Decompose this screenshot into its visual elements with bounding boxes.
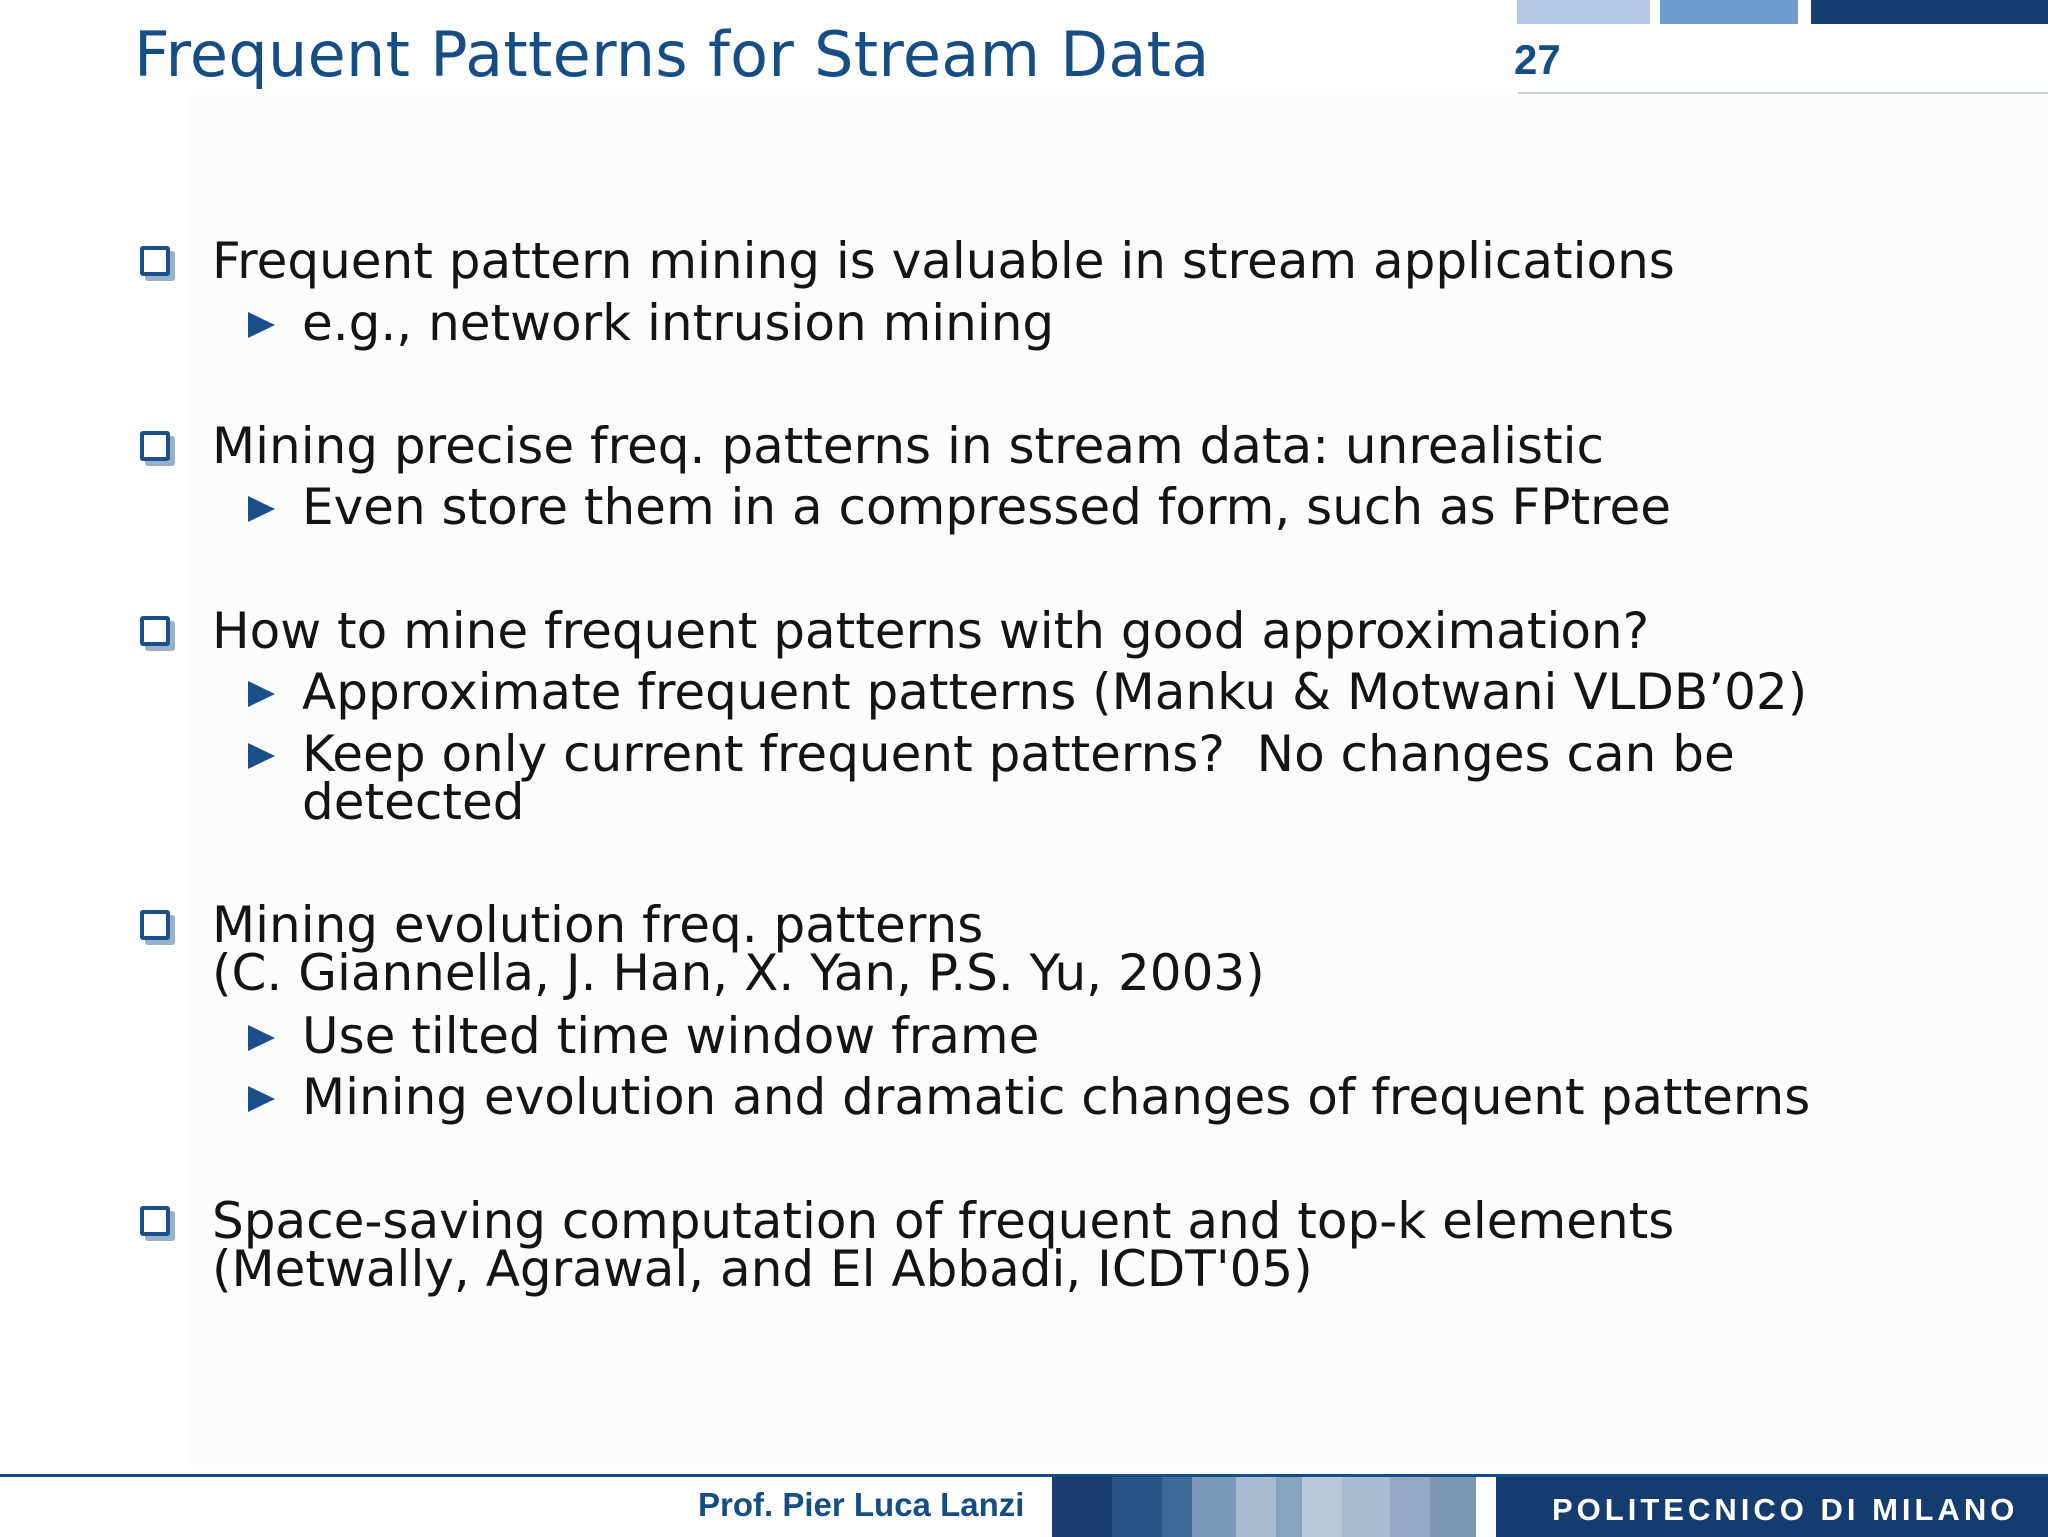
bullet-text: Frequent pattern mining is valuable in stream applications [212, 232, 1675, 290]
bullet-text: Mining evolution freq. patterns [212, 896, 984, 954]
sub-bullet-text: Even store them in a compressed form, such as FPtree [302, 478, 1672, 536]
square-bullet-icon [140, 616, 170, 646]
arrow-bullet-icon [248, 1086, 275, 1112]
header-accent-block-light [1517, 0, 1650, 24]
sub-bullet-text: e.g., network intrusion mining [302, 294, 1055, 352]
square-bullet-icon [140, 1206, 170, 1236]
square-bullet-icon [140, 431, 170, 461]
bullet-text: How to mine frequent patterns with good approximation? [212, 602, 1650, 660]
square-bullet-icon [140, 246, 170, 276]
footer-author: Prof. Pier Luca Lanzi [698, 1486, 1025, 1523]
header-divider [1518, 92, 2048, 94]
arrow-bullet-icon [248, 681, 275, 707]
arrow-bullet-icon [248, 312, 275, 338]
arrow-bullet-icon [248, 1025, 275, 1051]
header-accent-block-mid [1660, 0, 1798, 24]
sub-bullet-text: Mining evolution and dramatic changes of frequent patterns [302, 1068, 1811, 1126]
sub-bullet-text: detected [302, 773, 525, 831]
footer-institution: POLITECNICO DI MILANO [1552, 1492, 2019, 1527]
arrow-bullet-icon [248, 496, 275, 522]
bullet-text: (C. Giannella, J. Han, X. Yan, P.S. Yu, 2003) [212, 944, 1265, 1002]
bullet-text: (Metwally, Agrawal, and El Abbadi, ICDT'05) [212, 1240, 1313, 1298]
sub-bullet-text: Approximate frequent patterns (Manku & Motwani VLDB’02) [302, 663, 1808, 721]
slide-title: Frequent Patterns for Stream Data [134, 18, 1210, 91]
slide-page-number: 27 [1514, 36, 1561, 83]
arrow-bullet-icon [248, 743, 275, 769]
square-bullet-icon [140, 910, 170, 940]
header-accent-block-dark [1811, 0, 2048, 24]
sub-bullet-text: Keep only current frequent patterns? No changes can be [302, 725, 1735, 783]
bullet-text: Mining precise freq. patterns in stream data: unrealistic [212, 417, 1604, 475]
sub-bullet-text: Use tilted time window frame [302, 1007, 1040, 1065]
bullet-text: Space-saving computation of frequent and top-k elements [212, 1192, 1675, 1250]
